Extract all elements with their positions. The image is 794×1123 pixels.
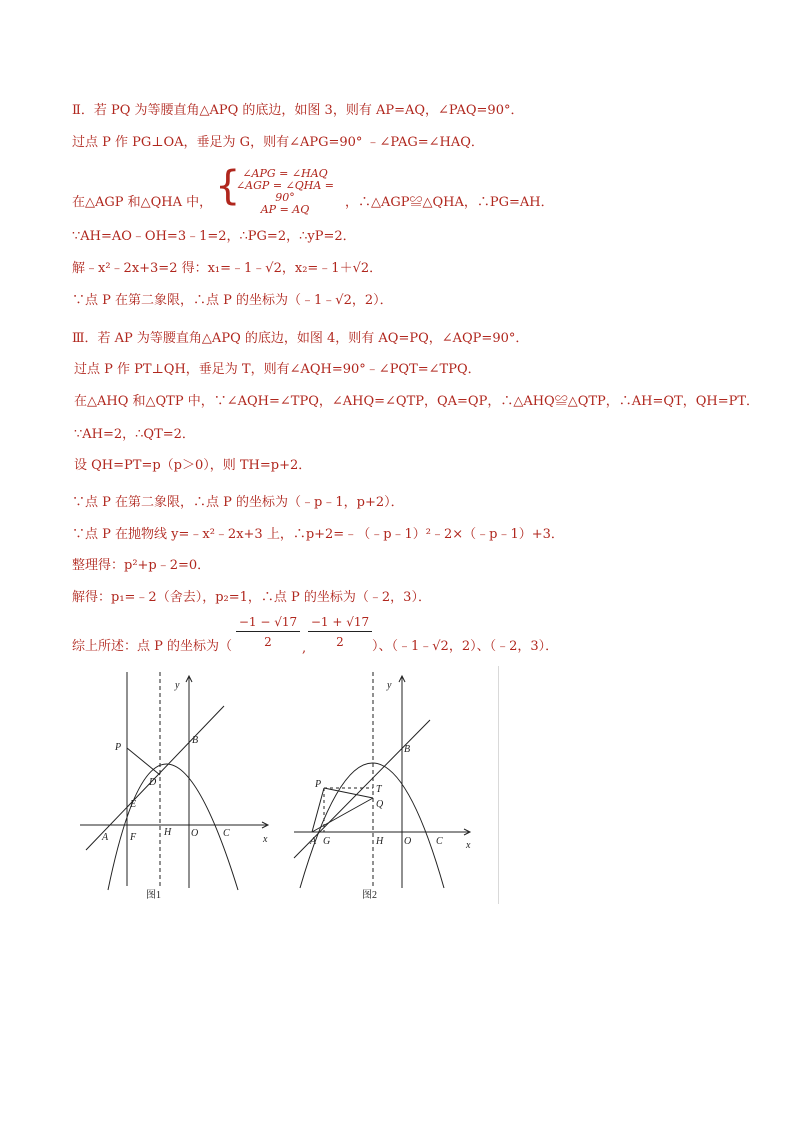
- fig2-segment-pq: [324, 788, 373, 798]
- fig2-label-a: A: [310, 836, 317, 847]
- fig2-segment-ap: [312, 788, 324, 832]
- system-row-2: ∠AGP = ∠QHA = 90°: [235, 179, 335, 204]
- fig1-label-e: E: [130, 799, 137, 810]
- line-congruence-conclusion: ，∴△AGP≌△QHA，∴PG=AH．: [345, 195, 554, 210]
- line-simplify: 整理得：p²+p﹣2=0．: [72, 558, 211, 573]
- fig1-label-c: C: [223, 828, 230, 839]
- fig2-parabola: [300, 763, 444, 888]
- fig2-label-t: T: [376, 784, 382, 795]
- fig2-label-p: P: [315, 779, 322, 790]
- equation-system: [215, 163, 345, 216]
- fraction-separator: ,: [302, 641, 307, 656]
- line-summary-suffix: ）、（﹣1﹣√2，2）、（﹣2，3）．: [372, 639, 559, 654]
- fraction-2-denominator: 2: [336, 635, 344, 649]
- line-perpendicular-pt: 过点 P 作 PT⊥QH，垂足为 T，则有∠AQH=90°﹣∠PQT=∠TPQ．: [74, 362, 481, 377]
- fig1-label-h: H: [164, 827, 172, 838]
- line-p-coordinates-param: ∵点 P 在第二象限，∴点 P 的坐标为（﹣p﹣1，p+2）．: [72, 495, 404, 510]
- fig1-caption: 图1: [146, 890, 161, 901]
- line-solve-quadratic: 解﹣x²﹣2x+3=2 得：x₁=﹣1﹣√2，x₂=﹣1＋√2．: [72, 261, 383, 276]
- figure-2: [290, 668, 502, 904]
- fig2-label-c: C: [436, 836, 443, 847]
- line-congruence-prefix: 在△AGP 和△QHA 中，: [72, 195, 213, 210]
- line-summary-prefix: 综上所述：点 P 的坐标为（: [72, 639, 233, 654]
- fig1-label-o: O: [191, 828, 199, 839]
- system-row-3: AP = AQ: [260, 203, 310, 216]
- fig2-label-y: y: [387, 680, 392, 691]
- fig1-label-x: x: [263, 834, 268, 845]
- fraction-1-denominator: 2: [264, 635, 272, 649]
- fraction-1-numerator: −1 − √17: [236, 615, 300, 632]
- fig1-label-a: A: [102, 832, 109, 843]
- figure-right-border: [498, 666, 499, 904]
- fraction-2-numerator: −1 + √17: [308, 615, 372, 632]
- fig1-label-b: B: [192, 735, 199, 746]
- figure-1: [78, 668, 278, 904]
- line-case-2-intro: Ⅱ．若 PQ 为等腰直角△APQ 的底边，如图 3，则有 AP=AQ，∠PAQ=90°．: [72, 103, 524, 118]
- line-case-3-intro: Ⅲ．若 AP 为等腰直角△APQ 的底边，如图 4，则有 AQ=PQ，∠AQP=90°．: [72, 331, 529, 346]
- fraction-1: [236, 615, 300, 649]
- fig1-label-f: F: [130, 832, 137, 843]
- fig1-label-p: P: [115, 742, 122, 753]
- system-row-1: ∠APG = ∠HAQ: [242, 167, 328, 180]
- fig2-segment-aq: [312, 798, 373, 832]
- line-roots-p: 解得：p₁=﹣2（舍去），p₂=1，∴点 P 的坐标为（﹣2，3）．: [72, 590, 431, 605]
- line-let-p: 设 QH=PT=p（p＞0），则 TH=p+2．: [74, 458, 312, 473]
- fig2-label-h: H: [376, 836, 384, 847]
- line-p-coordinates-1: ∵点 P 在第二象限，∴点 P 的坐标为（﹣1﹣√2，2）．: [72, 293, 393, 308]
- fig2-label-b: B: [404, 744, 411, 755]
- fig1-segment-pd: [127, 748, 160, 775]
- fig2-label-q: Q: [376, 799, 384, 810]
- fig2-label-g: G: [323, 836, 331, 847]
- line-on-parabola: ∵点 P 在抛物线 y=﹣x²﹣2x+3 上，∴p+2=﹣（﹣p﹣1）²﹣2×（﹣p﹣1）+3．: [72, 527, 564, 542]
- line-perpendicular-pg: 过点 P 作 PG⊥OA，垂足为 G，则有∠APG=90° ﹣∠PAG=∠HAQ．: [72, 135, 484, 150]
- fig2-label-o: O: [404, 836, 412, 847]
- fig1-label-y: y: [175, 680, 180, 691]
- line-qt-value: ∵AH=2，∴QT=2．: [74, 427, 195, 442]
- line-ah-value: ∵AH=AO﹣OH=3﹣1=2，∴PG=2，∴yP=2．: [72, 229, 356, 244]
- fig2-label-x: x: [466, 840, 471, 851]
- fraction-2: [308, 615, 372, 649]
- line-congruence-ahq-qtp: 在△AHQ 和△QTP 中，∵∠AQH=∠TPQ，∠AHQ=∠QTP，QA=QP，∴△AHQ≌△QTP，∴AH=QT，QH=PT．: [74, 394, 760, 409]
- fig2-caption: 图2: [362, 890, 377, 901]
- left-brace-icon: {: [215, 163, 241, 209]
- fig1-label-d: D: [149, 777, 157, 788]
